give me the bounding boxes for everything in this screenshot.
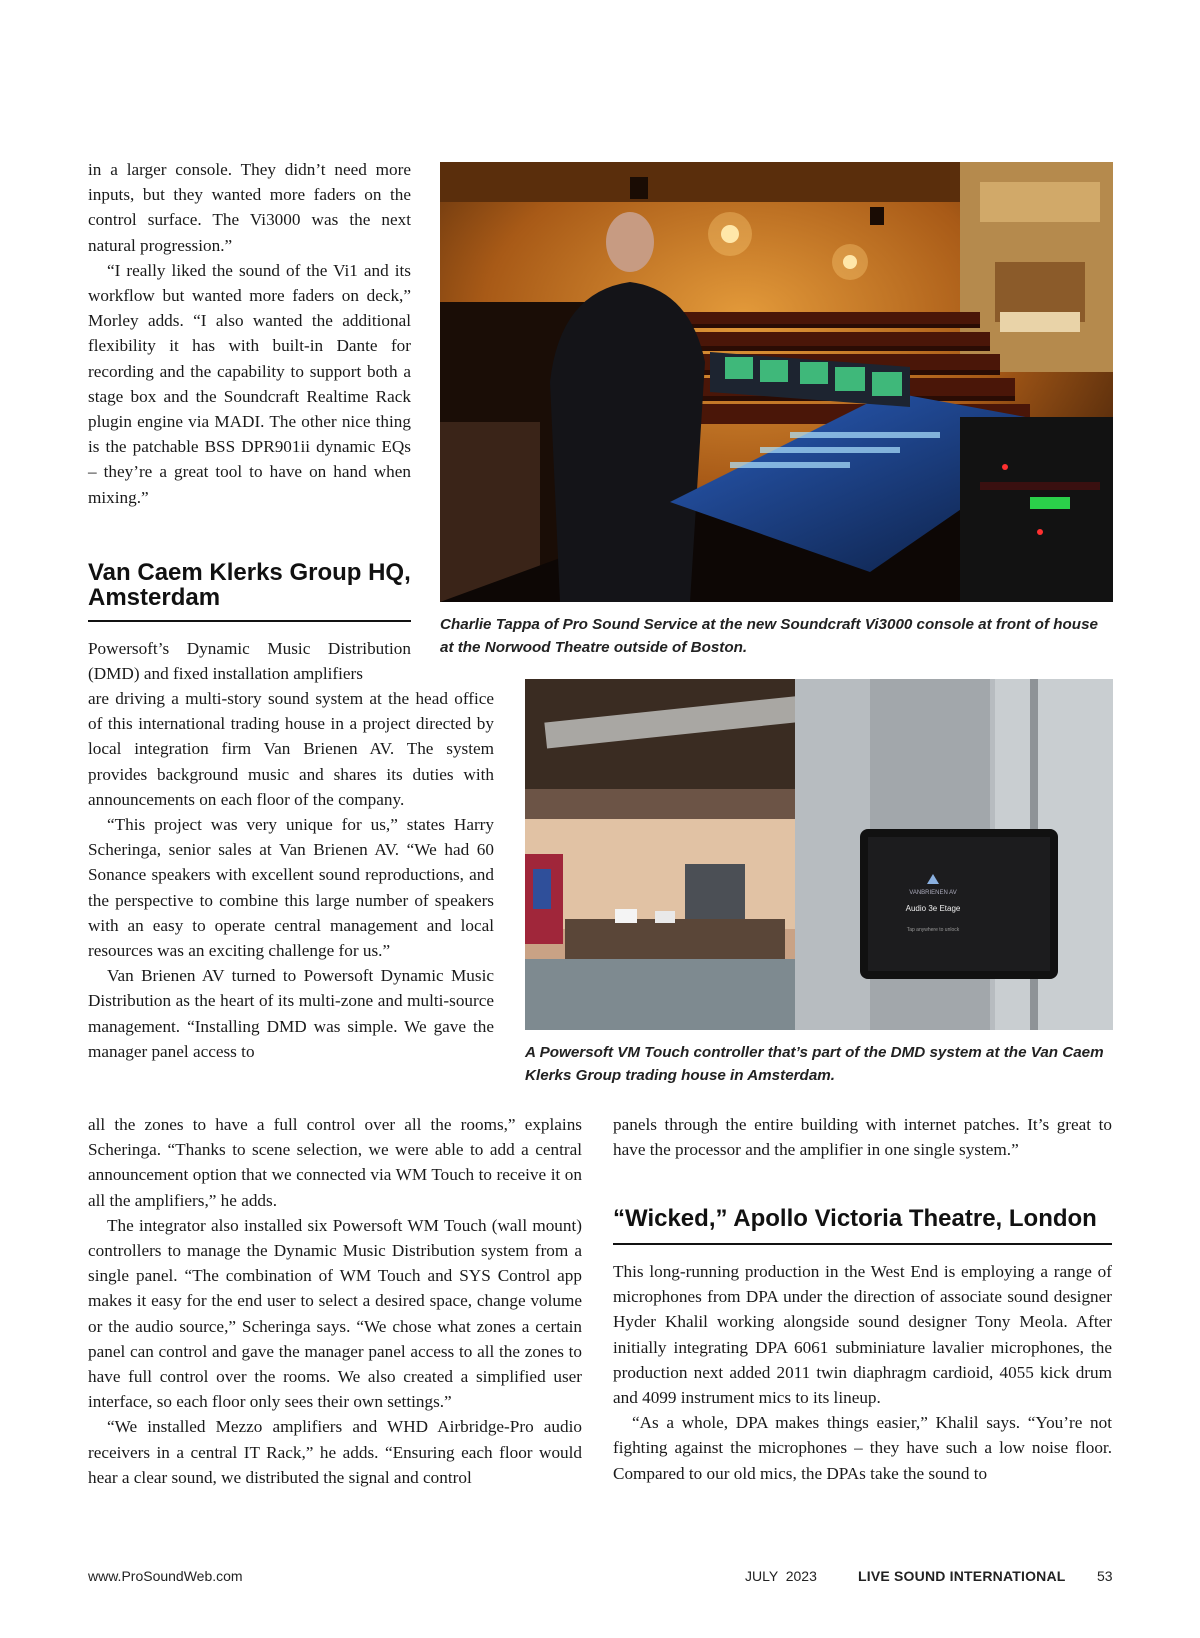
section-heading-van-caem: Van Caem Klerks Group HQ, Amsterdam [88, 559, 411, 611]
footer-page-number: 53 [1097, 1568, 1113, 1584]
footer-website: www.ProSoundWeb.com [88, 1568, 243, 1584]
paragraph: are driving a multi-story sound system at the head office of this international trading house in a project directed by local integration firm Van Brienen AV. The system provides background music and shares its duties with announcements on each floor of the company. [88, 689, 494, 809]
footer-issue-date: JULY 2023 [745, 1568, 817, 1584]
heading-rule [88, 620, 411, 622]
column-2-continuation-text [613, 1112, 1112, 1162]
paragraph: “This project was very unique for us,” states Harry Scheringa, senior sales at Van Brienen AV. “We had 60 Sonance speakers with excellent sound reproductions, and the perspective to combine this large number of speakers with an easy to operate central management and local resources was an exciting challenge for us.” [88, 815, 494, 961]
footer-magazine-name [858, 1568, 1066, 1584]
section-2-text [613, 1259, 1112, 1486]
photo-1-caption: Charlie Tappa of Pro Sound Service at the new Soundcraft Vi3000 console at front of house at the Norwood Theatre outside of Boston. [440, 616, 1098, 656]
theatre-console-image [440, 162, 1113, 602]
photo-2-caption: A Powersoft VM Touch controller that’s part of the DMD system at the Van Caem Klerks Group trading house in Amsterdam. [525, 1044, 1104, 1084]
heading-rule [613, 1243, 1112, 1245]
paragraph: all the zones to have a full control over all the rooms,” explains Scheringa. “Thanks to scene selection, we were able to add a central announcement option that we connected via WM Touch to receive it on all the amplifiers,” he adds. [88, 1115, 582, 1210]
paragraph: “As a whole, DPA makes things easier,” Khalil says. “You’re not fighting against the microphones – they have such a low noise floor. Compared to our old mics, the DPAs take the sound to [613, 1413, 1112, 1483]
section-1-intro-text [88, 636, 411, 686]
paragraph: “We installed Mezzo amplifiers and WHD Airbridge-Pro audio receivers in a central IT Rack,” he adds. “Ensuring each floor would hear a clear sound, we distributed the signal and control [88, 1417, 582, 1487]
paragraph: Powersoft’s Dynamic Music Distribution (DMD) and fixed installation amplifiers [88, 639, 411, 684]
section-heading-wicked: “Wicked,” Apollo Victoria Theatre, London [613, 1205, 1097, 1232]
paragraph: “I really liked the sound of the Vi1 and its workflow but wanted more faders on deck,” Morley adds. “I also wanted the additional flexibility it has with built-in Dante for recording and the capability to support both a stage box and the Soundcraft Realtime Rack plugin engine via MADI. The other nice thing is the patchable BSS DPR901ii dynamic EQs – they’re a great tool to have on hand when mixing.” [88, 260, 411, 507]
section-1-middle-text [88, 686, 494, 1064]
column-1-top-text [88, 157, 411, 510]
paragraph: in a larger console. They didn’t need more inputs, but they wanted more faders on the control surface. The Vi3000 was the next natural progression.” [88, 160, 411, 255]
paragraph: Van Brienen AV turned to Powersoft Dynamic Music Distribution as the heart of its multi-zone and multi-source management. “Installing DMD was simple. We gave the manager panel access to [88, 966, 494, 1061]
paragraph: This long-running production in the West End is employing a range of microphones from DPA under the direction of associate sound designer Hyder Khalil working alongside sound designer Tony Meola. After initially integrating DPA 6061 subminiature lavalier microphones, the production next added 2011 twin diaphragm cardioid, 4055 kick drum and 4099 instrument mics to its lineup. [613, 1262, 1112, 1408]
photo-soundcraft-console [440, 162, 1113, 602]
magazine-title: LIVE SOUND INTERNATIONAL [858, 1568, 1066, 1584]
photo-vm-touch-controller [525, 679, 1113, 1030]
panel-subtitle-text: Tap anywhere to unlock [906, 927, 960, 933]
paragraph: panels through the entire building with internet patches. It’s great to have the processor and the amplifier in one single system.” [613, 1115, 1112, 1160]
office-controller-image [525, 679, 1113, 1030]
paragraph: The integrator also installed six Powersoft WM Touch (wall mount) controllers to manage the Dynamic Music Distribution system from a single panel. “The combination of WM Touch and SYS Control app makes it easy for the end user to select a desired space, change volume or the audio source,” Scheringa says. “We chose what zones a certain panel can control and gave the manager panel access to all the zones to have full control over the rooms. We also created a simplified user interface, so each floor only sees their own settings.” [88, 1215, 582, 1412]
panel-brand-text: VANBRIENEN AV [909, 890, 957, 896]
section-1-bottom-text [88, 1112, 582, 1490]
panel-title-text: Audio 3e Etage [905, 904, 961, 913]
